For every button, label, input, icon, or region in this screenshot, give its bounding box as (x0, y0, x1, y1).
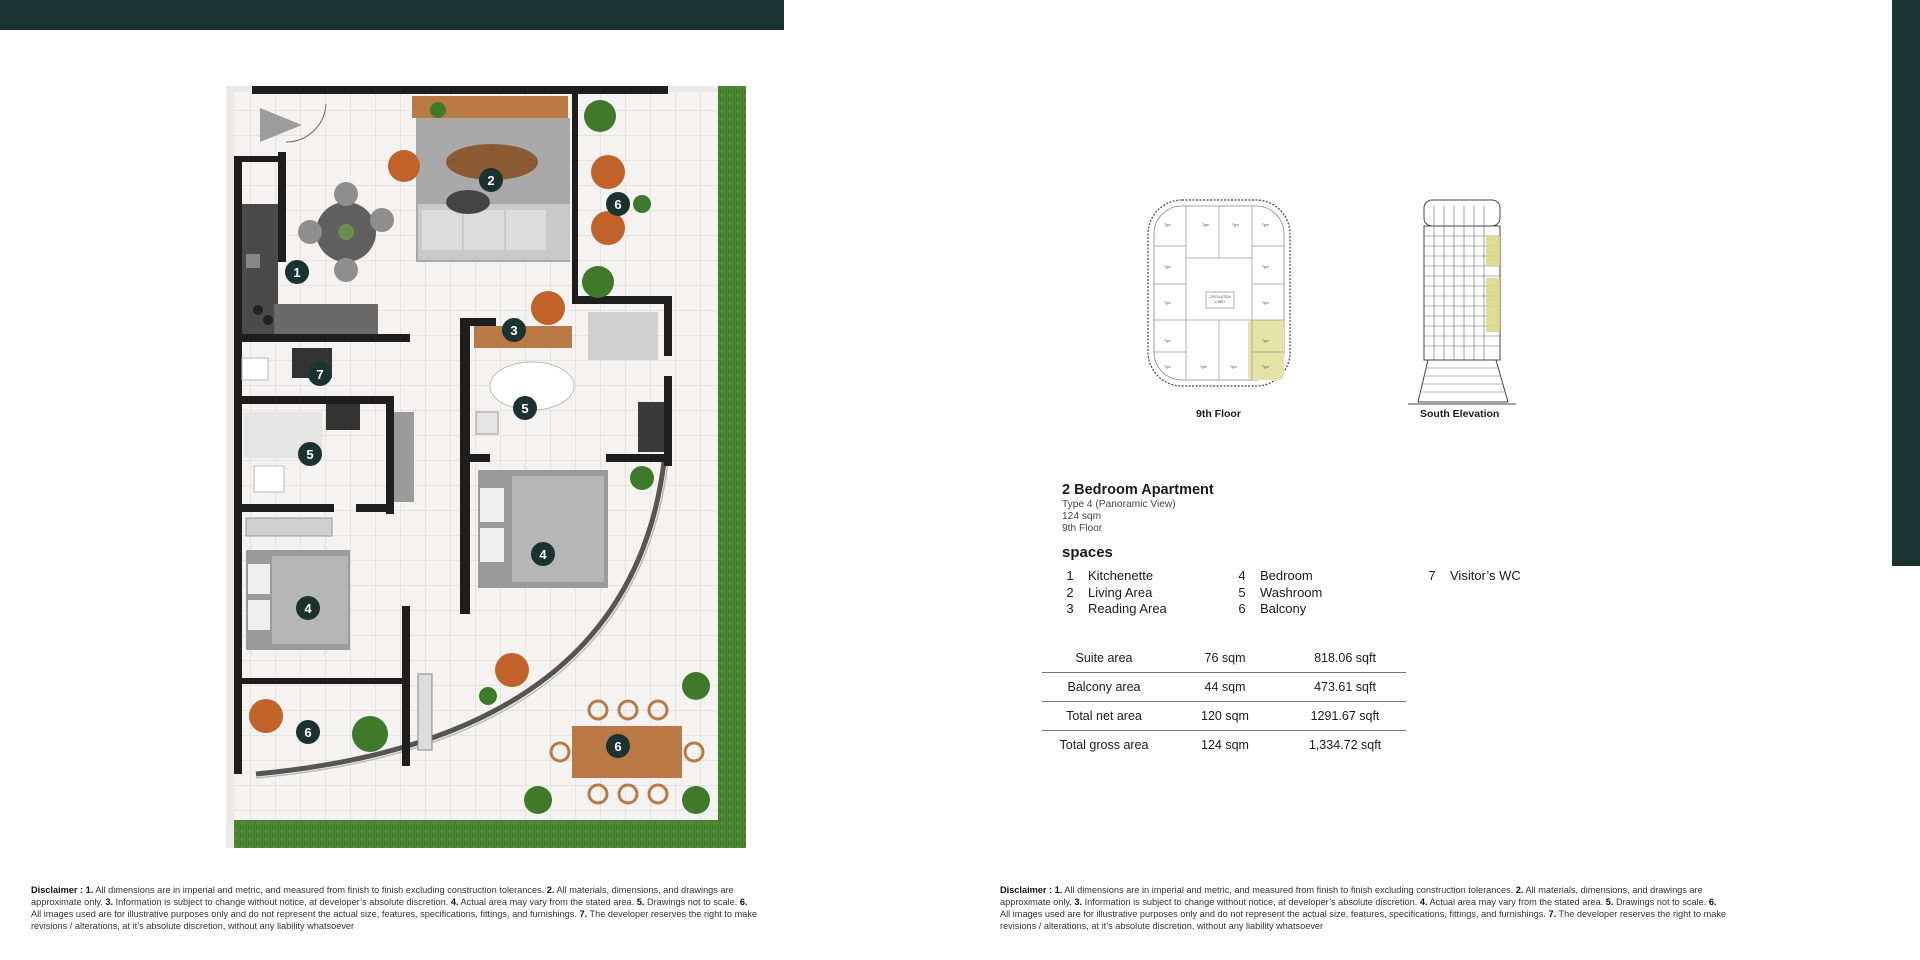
table-row: Balcony area 44 sqm 473.61 sqft (1042, 673, 1406, 702)
svg-text:5: 5 (521, 401, 529, 416)
svg-text:Type: Type (1262, 223, 1269, 227)
space-item: 3 Reading Area (1066, 601, 1167, 616)
kitchen-counter-bottom (274, 304, 378, 334)
svg-text:6: 6 (304, 725, 312, 740)
svg-text:Type: Type (1262, 301, 1269, 305)
svg-text:4: 4 (304, 601, 312, 616)
svg-text:Type: Type (1164, 301, 1171, 305)
badge-5b (298, 442, 322, 466)
table-row: Suite area 76 sqm 818.06 sqft (1075, 651, 1376, 665)
space-item: 7 Visitor’s WC (1428, 568, 1521, 583)
area-table (1042, 644, 1406, 759)
svg-text:6: 6 (614, 197, 622, 212)
disclaimer-left: Disclaimer : 1. All dimensions are in imperial and metric, and measured from finish to finish excluding construction tolerances. 2. All materials, dimensions, and drawings are approximate only. 3. Information is subject to change without notice, at developer’s absolute discretion. 4. Actual area may vary from the stated area. 5. Drawings not to scale. 6. All images used are for illustrative purposes only and do not represent the actual size, features, specifications, fittings, and furnishings. 7. The developer reserves the right to make revisions / alterations, at it’s absolute discretion, without any liability whatsoever (31, 885, 758, 931)
svg-text:CIRCULATION: CIRCULATION (1209, 295, 1231, 299)
highlighted-unit (1248, 320, 1284, 380)
floor-plan-drawing (226, 86, 746, 848)
elevation-highlight-lower (1486, 278, 1500, 332)
svg-text:6: 6 (614, 739, 622, 754)
badge-1 (285, 260, 309, 284)
apartment-floor: 9th Floor (1062, 523, 1103, 534)
svg-text:4: 4 (539, 547, 547, 562)
elevation-highlight-upper (1486, 236, 1500, 266)
badge-5a (513, 396, 537, 420)
badge-2 (479, 168, 503, 192)
svg-text:Type: Type (1164, 223, 1171, 227)
svg-text:Type: Type (1230, 365, 1237, 369)
svg-text:3: 3 (510, 323, 518, 338)
badge-6c (296, 720, 320, 744)
apartment-type: Type 4 (Panoramic View) (1062, 499, 1176, 510)
svg-text:7: 7 (316, 367, 324, 382)
space-item: 6 Balcony (1238, 601, 1307, 616)
table-row: Total gross area 124 sqm 1,334.72 sqft (1042, 731, 1406, 760)
apartment-title: 2 Bedroom Apartment (1062, 482, 1214, 498)
badge-6b (606, 734, 630, 758)
svg-text:Type: Type (1164, 339, 1171, 343)
badge-4a (531, 542, 555, 566)
elevation-caption: South Elevation (1420, 408, 1500, 420)
badge-3 (502, 318, 526, 342)
elevation-drawing (1404, 196, 1520, 406)
space-item: 5 Washroom (1238, 585, 1323, 600)
svg-text:2: 2 (487, 173, 495, 188)
svg-text:Type: Type (1164, 265, 1171, 269)
svg-text:Type: Type (1232, 223, 1239, 227)
grass-strip-right (718, 86, 746, 848)
key-plan-caption: 9th Floor (1196, 408, 1241, 420)
south-elevation (1404, 196, 1520, 422)
space-item: 4 Bedroom (1238, 568, 1313, 583)
space-item: 1 Kitchenette (1066, 568, 1154, 583)
svg-text:Type: Type (1262, 339, 1269, 343)
grass-strip-bottom (234, 820, 746, 848)
svg-text:Type: Type (1164, 365, 1171, 369)
table-row: Total net area 120 sqm 1291.67 sqft (1042, 702, 1406, 731)
svg-text:Type: Type (1262, 365, 1269, 369)
svg-text:Type: Type (1202, 223, 1209, 227)
svg-text:1: 1 (293, 265, 301, 280)
svg-text:LOBBY: LOBBY (1214, 300, 1226, 304)
top-brand-bar (0, 0, 784, 30)
disclaimer-right: Disclaimer : 1. All dimensions are in imperial and metric, and measured from finish to finish excluding construction tolerances. 2. All materials, dimensions, and drawings are approximate only. 3. Information is subject to change without notice, at developer’s absolute discretion. 4. Actual area may vary from the stated area. 5. Drawings not to scale. 6. All images used are for illustrative purposes only and do not represent the actual size, features, specifications, fittings, and furnishings. 7. The developer reserves the right to make revisions / alterations, at it’s absolute discretion, without any liability whatsoever (1000, 885, 1727, 931)
svg-text:5: 5 (306, 447, 314, 462)
key-plan-drawing (1144, 196, 1294, 392)
spaces-heading: spaces (1062, 544, 1113, 561)
apartment-area: 124 sqm (1062, 511, 1102, 522)
badge-7 (308, 362, 332, 386)
svg-text:Type: Type (1200, 365, 1207, 369)
badge-6a (606, 192, 630, 216)
svg-text:Type: Type (1262, 265, 1269, 269)
floor-plan (226, 86, 746, 848)
badge-4b (296, 596, 320, 620)
key-plan (1144, 196, 1294, 422)
right-brand-bar (1892, 0, 1920, 566)
space-item: 2 Living Area (1066, 585, 1153, 600)
